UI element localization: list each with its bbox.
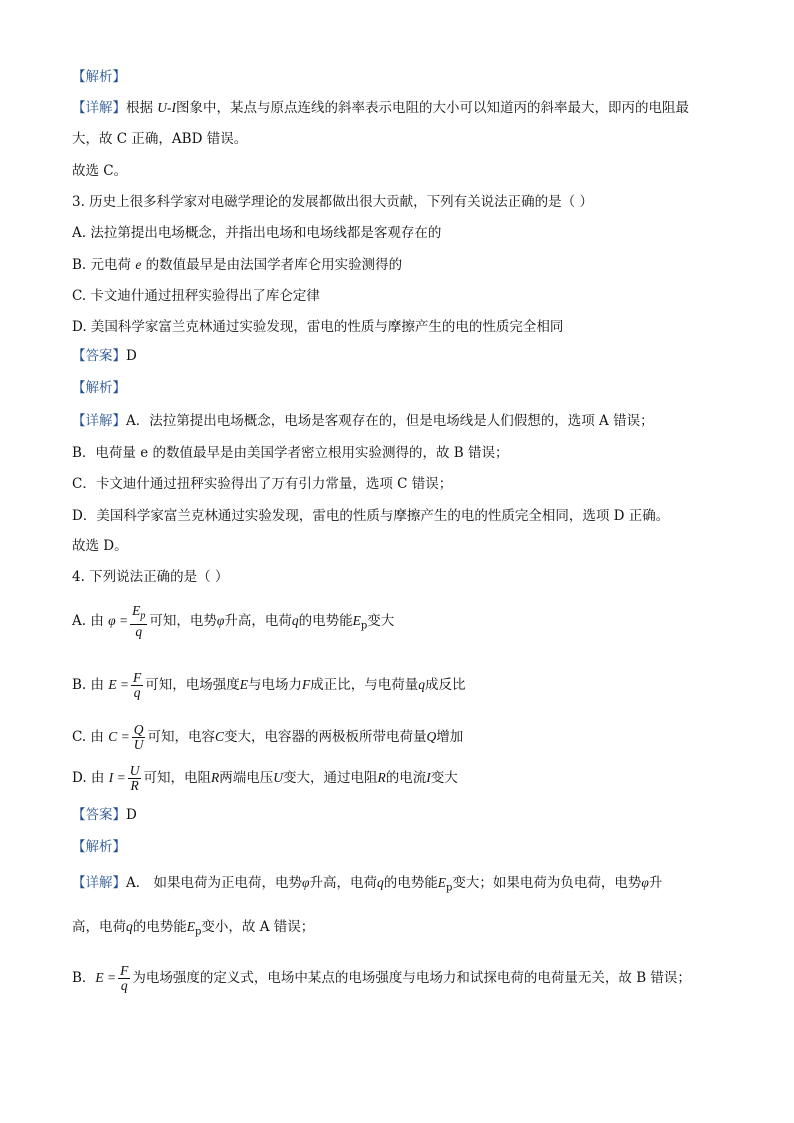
q4-option-a (72, 603, 394, 645)
q3-option-a: A. 法拉第提出电场概念，并指出电场和电场线都是客观存在的 (72, 225, 442, 241)
numerator: Q (133, 722, 144, 737)
text: 可知，电容 (147, 729, 215, 745)
math: q (377, 875, 384, 890)
math-sub: p (360, 620, 368, 632)
answer-label: 【答案】 (72, 348, 126, 364)
text: A. 由 (72, 613, 104, 629)
analysis-label-4: 【解析】 (72, 839, 126, 855)
fraction-q-u (132, 723, 146, 752)
text: 可知，电阻 (143, 770, 211, 786)
denominator: U (133, 737, 144, 752)
math: φ (216, 613, 225, 628)
text: 成正比，与电荷量 (310, 677, 419, 693)
q4-option-c (72, 719, 463, 755)
num-text: E (132, 603, 141, 619)
math-sub: p (195, 926, 202, 938)
text: 成反比 (425, 677, 466, 693)
text: 变大 (430, 770, 458, 786)
text: 图象中，某点与原点连线的斜率表示电阻的大小可以知道丙的斜率最大，即丙的电阻最 (176, 100, 690, 116)
fraction-f-q (131, 671, 143, 700)
math: q (126, 919, 133, 934)
detail-label: 【详解】 (72, 875, 126, 891)
math: φ (302, 875, 310, 890)
math: q (418, 677, 426, 692)
math: E (239, 677, 249, 692)
answer-value: D (126, 348, 137, 364)
text: B. 由 (72, 677, 105, 693)
q4-option-b (72, 667, 466, 703)
answer-3 (72, 347, 137, 365)
text: 变小，故 A 错误； (201, 919, 315, 935)
text: 的电流 (385, 770, 427, 786)
math-e-eq: E = (108, 677, 130, 692)
text: 升高，电荷 (309, 875, 378, 891)
text: 增加 (436, 729, 464, 745)
math: F (302, 677, 311, 692)
q4-option-d (72, 760, 458, 796)
text: 为电场强度的定义式，电场中某点的电场强度与电场力和试探电荷的电荷量无关，故 B 错误； (132, 970, 691, 986)
math-phi-eq: φ = (108, 613, 129, 628)
answer-value: D (126, 807, 137, 823)
text: 升 (648, 875, 663, 891)
num-sub: p (140, 610, 146, 622)
analysis-label: 【解析】 (72, 69, 126, 85)
text: 的数值最早是由法国学者库仑用实验测得的 (145, 257, 403, 273)
text: A．法拉第提出电场概念，电场是客观存在的，但是电场线是人们假想的，选项 A 错误； (126, 413, 654, 429)
text: 与电场力 (248, 677, 303, 693)
denominator: q (120, 978, 128, 993)
math-sub: p (446, 882, 453, 894)
detail-label: 【详解】 (72, 413, 126, 429)
math: q (291, 613, 299, 628)
detail-paragraph-1-cont: 大，故 C 正确，ABD 错误。 (72, 131, 248, 147)
text: 的电势能 (383, 875, 438, 891)
math: R (377, 770, 386, 785)
numerator: F (133, 670, 142, 685)
math: Q (426, 729, 437, 744)
math-e-eq: E = (95, 970, 117, 985)
math-e: e (135, 257, 142, 272)
detail-paragraph-1 (72, 99, 689, 117)
math: I (426, 770, 431, 785)
math: C (214, 729, 224, 744)
fraction-f-q (118, 964, 130, 993)
choice-conclusion: 故选 C。 (72, 163, 128, 179)
answer-4 (72, 806, 137, 824)
text: D. 由 (72, 770, 105, 786)
text: 变大，电容器的两极板所带电荷量 (224, 729, 427, 745)
detail-4a-cont (72, 918, 314, 942)
detail-3c: C．卡文迪什通过扭秤实验得出了万有引力常量，选项 C 错误； (72, 476, 453, 492)
math-c-eq: C = (108, 729, 130, 744)
math: R (210, 770, 220, 785)
detail-4b (72, 960, 691, 996)
text: B． (72, 970, 96, 986)
text: C. 由 (72, 729, 104, 745)
q3-option-d: D. 美国科学家富兰克林通过实验发现，雷电的性质与摩擦产生的电的性质完全相同 (72, 319, 564, 335)
detail-3b: B．电荷量 e 的数值最早是由美国学者密立根用实验测得的，故 B 错误； (72, 445, 509, 461)
detail-3a (72, 412, 654, 430)
text: 两端电压 (219, 770, 274, 786)
text: A． 如果电荷为正电荷，电势 (126, 875, 303, 891)
math: E (437, 875, 447, 890)
detail-3d: D．美国科学家富兰克林通过实验发现，雷电的性质与摩擦产生的电的性质完全相同，选项 D 正确。 (72, 508, 670, 524)
analysis-label-3: 【解析】 (72, 380, 126, 396)
text: 变大，通过电阻 (282, 770, 378, 786)
numerator: U (129, 763, 140, 778)
text: 变大；如果电荷为负电荷，电势 (452, 875, 642, 891)
text: 根据 (126, 100, 153, 116)
q3-option-b (72, 256, 402, 274)
math: φ (641, 875, 649, 890)
detail-label: 【详解】 (72, 100, 126, 116)
fraction-ep-q (130, 604, 147, 639)
text: 变大 (367, 613, 395, 629)
denominator: R (130, 778, 139, 793)
question-3: 3. 历史上很多科学家对电磁学理论的发展都做出很大贡献，下列有关说法正确的是（ ） (72, 194, 593, 210)
text: 的电势能 (132, 919, 187, 935)
math-ui: U-I (157, 100, 177, 115)
math: E (186, 919, 195, 934)
text: 的电势能 (298, 613, 353, 629)
math-i-eq: I = (108, 770, 126, 785)
math: E (352, 613, 361, 628)
detail-3e: 故选 D。 (72, 538, 128, 554)
answer-label: 【答案】 (72, 807, 126, 823)
numerator: F (120, 963, 129, 978)
math: U (273, 770, 283, 785)
text: 可知，电势 (149, 613, 217, 629)
text: B. 元电荷 (72, 257, 132, 273)
text: 高，电荷 (72, 919, 126, 935)
fraction-u-r (128, 764, 142, 793)
text: 升高，电荷 (224, 613, 292, 629)
detail-4a (72, 874, 662, 898)
text: 可知，电场强度 (145, 677, 240, 693)
question-4: 4. 下列说法正确的是（ ） (72, 569, 229, 585)
q3-option-c: C. 卡文迪什通过扭秤实验得出了库仑定律 (72, 288, 320, 304)
denominator: q (133, 685, 141, 700)
numerator (130, 604, 147, 625)
denominator: q (135, 623, 143, 639)
